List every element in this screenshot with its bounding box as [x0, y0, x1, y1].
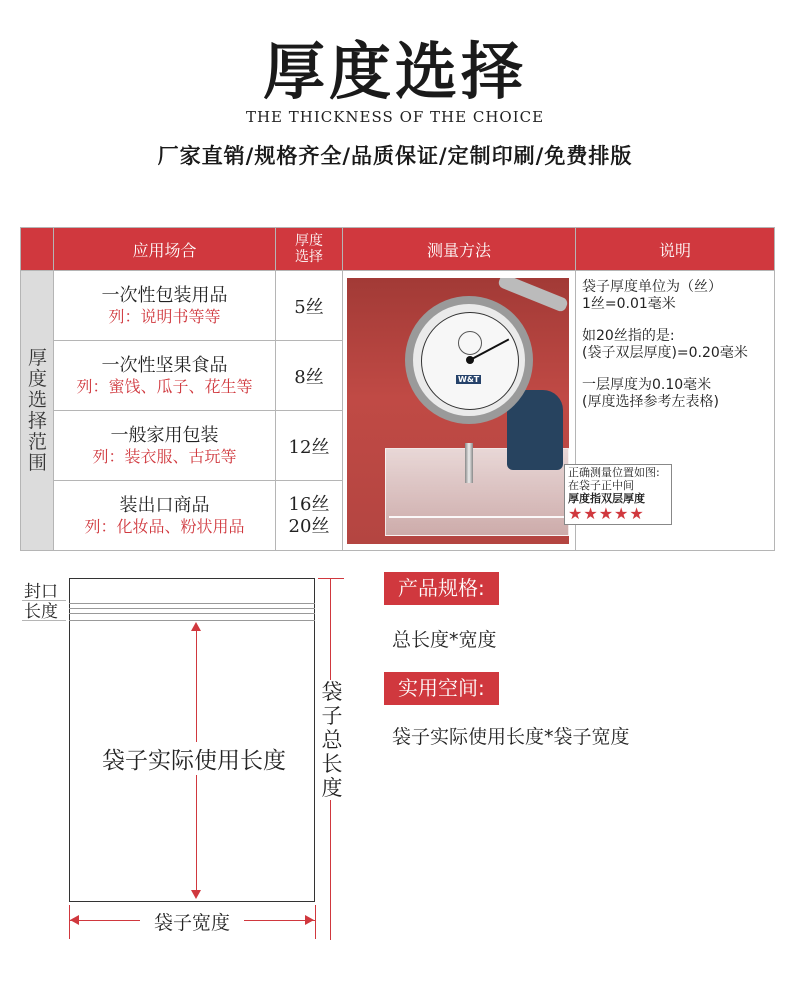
spec-value: 总长度*宽度	[392, 629, 497, 651]
thickness-value: 5丝	[276, 271, 343, 341]
seal-length-label: 封口 长度	[24, 582, 58, 622]
dial-gauge-icon	[405, 296, 533, 424]
total-length-label: 袋 子 总 长 度	[321, 680, 343, 800]
application-name: 一次性坚果食品	[101, 354, 228, 376]
gauge-brand: W&T	[458, 374, 480, 384]
header-notes: 说明	[576, 228, 775, 271]
application-cell	[54, 411, 276, 481]
thickness-value: 16丝 20丝	[276, 481, 343, 551]
measure-photo	[347, 278, 569, 544]
use-length-label: 袋子实际使用长度	[80, 742, 308, 775]
measure-note-bold: 厚度指双层厚度	[568, 492, 645, 505]
measure-note	[564, 464, 672, 525]
page-title: 厚度选择	[262, 35, 527, 108]
bag-seal-strip	[389, 516, 567, 518]
application-example: 列：化妆品、粉状用品	[84, 516, 245, 536]
application-cell	[54, 271, 276, 341]
table-header-row	[21, 228, 775, 271]
seal-line	[69, 613, 315, 614]
side-label-cell	[21, 271, 54, 551]
space-value: 袋子实际使用长度*袋子宽度	[392, 726, 630, 748]
application-name: 一次性包装用品	[101, 284, 228, 306]
width-tick-right	[315, 905, 316, 939]
measure-note-line: 在袋子正中间	[568, 479, 634, 492]
application-example: 列：蜜饯、瓜子、花生等	[76, 376, 253, 396]
header-thickness-line2: 选择	[295, 249, 323, 265]
seal-line	[69, 608, 315, 609]
header-thickness-line1: 厚度	[295, 233, 323, 249]
header-corner	[21, 228, 54, 271]
application-name: 装出口商品	[119, 494, 210, 516]
seal-line	[69, 603, 315, 604]
thickness-value: 8丝	[276, 341, 343, 411]
application-example: 列：说明书等等	[108, 306, 221, 326]
dial-face	[421, 312, 519, 410]
spec-title-badge: 产品规格:	[384, 572, 499, 605]
seal-line	[69, 620, 315, 621]
note-block: 如20丝指的是: (袋子双层厚度)=0.20毫米	[582, 328, 748, 361]
page-subtitle: THE THICKNESS OF THE CHOICE	[245, 108, 545, 126]
width-label: 袋子宽度	[140, 908, 244, 935]
total-length-tick	[318, 578, 344, 579]
gauge-lever	[497, 278, 569, 313]
dial-hub	[466, 356, 474, 364]
table-row	[21, 271, 775, 341]
header-thickness	[276, 228, 343, 271]
arrow-down-icon	[191, 890, 201, 899]
application-name: 一般家用包装	[110, 424, 219, 446]
application-cell	[54, 481, 276, 551]
arrow-up-icon	[191, 622, 201, 631]
note-block: 一层厚度为0.10毫米 (厚度选择参考左表格)	[582, 377, 719, 410]
tagline: 厂家直销/规格齐全/品质保证/定制印刷/免费排版	[157, 144, 633, 168]
star-rating: ★★★★★	[568, 504, 645, 523]
header-application: 应用场合	[54, 228, 276, 271]
measure-photo-cell	[343, 271, 576, 551]
arrow-right-icon	[305, 915, 314, 925]
dial-subdial	[458, 331, 482, 355]
application-cell	[54, 341, 276, 411]
thickness-value: 12丝	[276, 411, 343, 481]
side-label: 厚 度 选 择 范 围	[28, 346, 48, 474]
header-method: 测量方法	[343, 228, 576, 271]
application-example: 列：装衣服、古玩等	[92, 446, 237, 466]
measure-note-line: 正确测量位置如图:	[568, 466, 660, 479]
space-title-badge: 实用空间:	[384, 672, 499, 705]
arrow-left-icon	[70, 915, 79, 925]
note-block: 袋子厚度单位为（丝） 1丝=0.01毫米	[582, 279, 722, 312]
gauge-stem	[465, 443, 473, 483]
